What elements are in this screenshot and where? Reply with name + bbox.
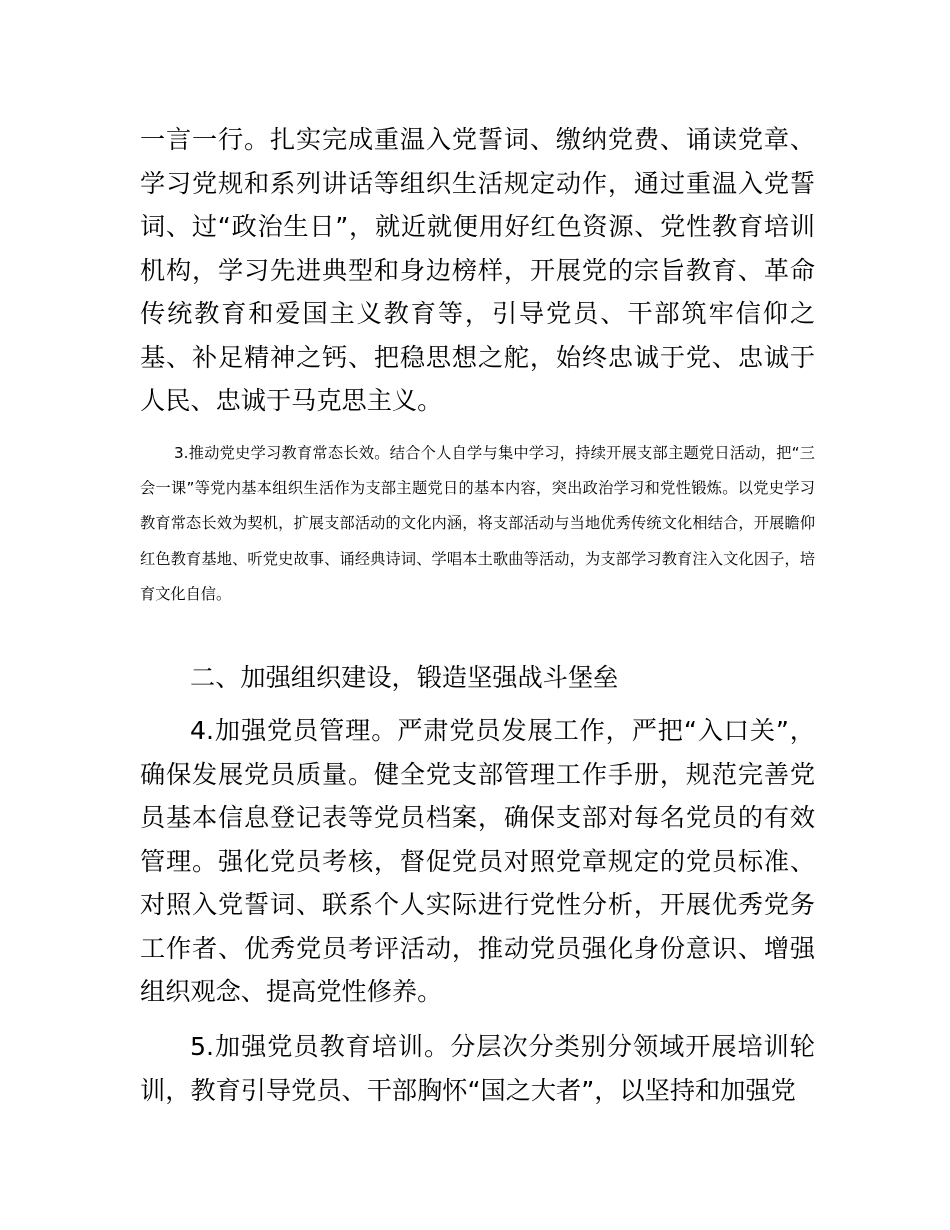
paragraph-4: 4.加强党员管理。严肃党员发展工作，严把“入口关”，确保发展党员质量。健全党支部管理工作手册，规范完善党员基本信息登记表等党员档案，确保支部对每名党员的有效管理。强化党员考核，督促党员对照党章规定的党员标准、对照入党誓词、联系个人实际进行党性分析，开展优秀党务工作者、优秀党员考评活动，推动党员强化身份意识、增强组织观念、提高党性修养。 bbox=[140, 716, 815, 1006]
paragraph-3: 3.推动党史学习教育常态长效。结合个人自学与集中学习，持续开展支部主题党日活动，把“三会一课”等党内基本组织生活作为支部主题党日的基本内容，突出政治学习和党性锻炼。以党史学习教育常态长效为契机，扩展支部活动的文化内涵，将支部活动与当地优秀传统文化相结合，开展瞻仰红色教育基地、听党史故事、诵经典诗词、学唱本土歌曲等活动，为支部学习教育注入文化因子，培育文化自信。 bbox=[140, 444, 815, 603]
paragraph-continued: 一言一行。扎实完成重温入党誓词、缴纳党费、诵读党章、学习党规和系列讲话等组织生活规定动作，通过重温入党誓词、过“政治生日”，就近就便用好红色资源、党性教育培训机构，学习先进典型和身边榜样，开展党的宗旨教育、革命传统教育和爱国主义教育等，引导党员、干部筑牢信仰之基、补足精神之钙、把稳思想之舵，始终忠诚于党、忠诚于人民、忠诚于马克思主义。 bbox=[140, 125, 815, 415]
paragraph-5: 5.加强党员教育培训。分层次分类别分领域开展培训轮训，教育引导党员、干部胸怀“国之大者”，以坚持和加强党 bbox=[140, 1032, 815, 1105]
section-heading-2: 二、加强组织建设，锻造坚强战斗堡垒 bbox=[190, 663, 619, 692]
